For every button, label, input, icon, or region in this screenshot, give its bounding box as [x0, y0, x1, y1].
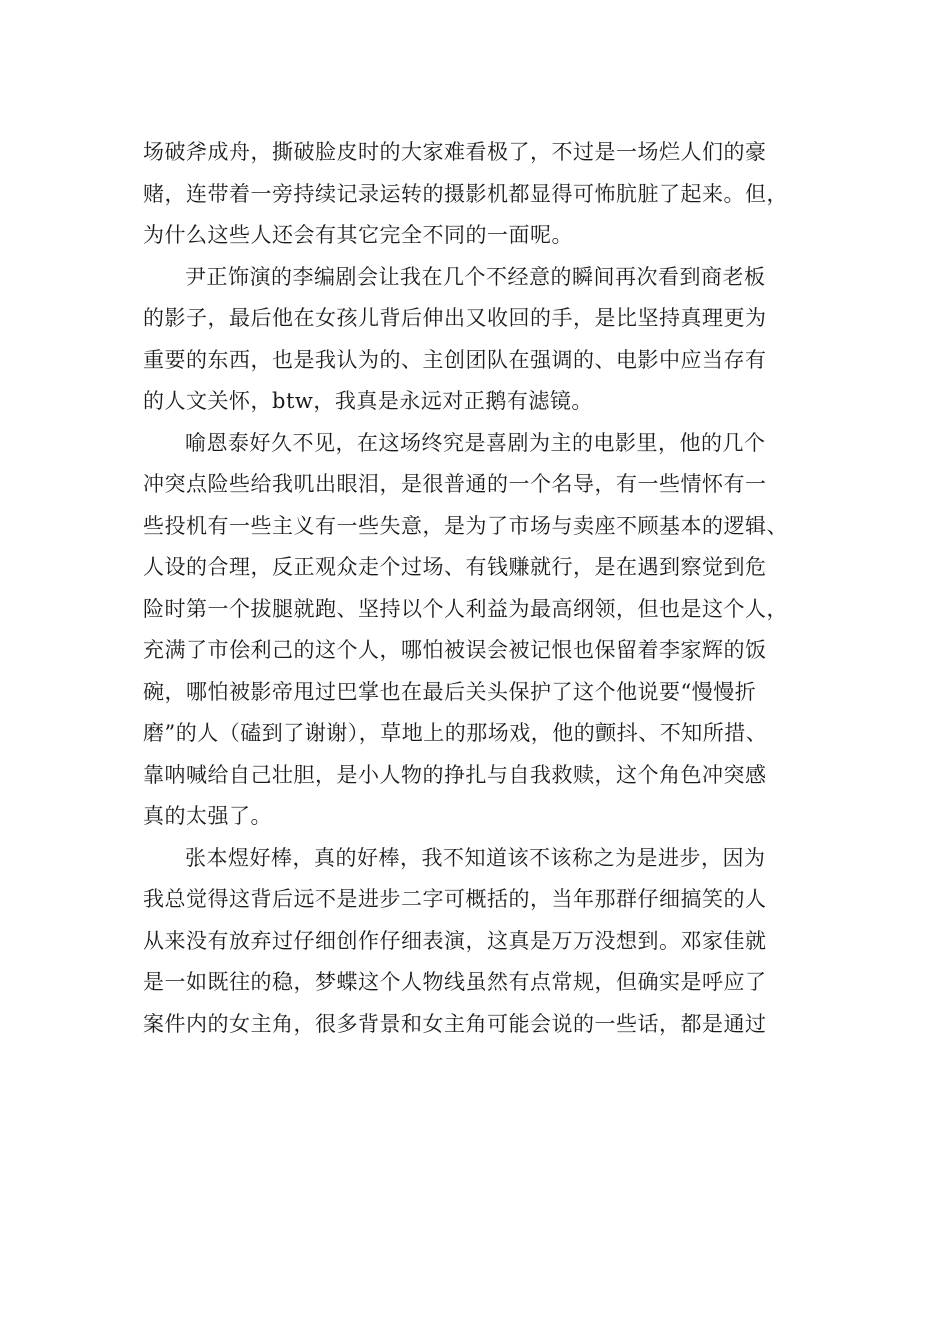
text-line: 喻恩泰好久不见，在这场终究是喜剧为主的电影里，他的几个 [185, 430, 766, 455]
text-line: 我总觉得这背后远不是进步二字可概括的，当年那群仔细搞笑的人 [143, 887, 767, 911]
paragraph-4 [143, 838, 809, 1046]
text-line: 重要的东西，也是我认为的、主创团队在强调的、电影中应当存有 [143, 347, 767, 372]
text-line: 磨”的人（磕到了谢谢），草地上的那场戏，他的颤抖、不知所措、 [143, 721, 768, 745]
document-body [143, 132, 809, 1045]
text-line: 从来没有放弃过仔细创作仔细表演，这真是万万没想到。邓家佳就 [143, 928, 767, 953]
text-line: 案件内的女主角，很多背景和女主角可能会说的一些话，都是通过 [143, 1011, 767, 1036]
text-line: 靠呐喊给自己壮胆，是小人物的挣扎与自我救赎，这个角色冲突感 [143, 762, 767, 787]
text-line: 真的太强了。 [143, 804, 272, 828]
text-line: 赌，连带着一旁持续记录运转的摄影机都显得可怖肮脏了起来。但， [143, 181, 788, 206]
text-line: 为什么这些人还会有其它完全不同的一面呢。 [143, 223, 573, 247]
paragraph-2 [143, 257, 809, 423]
text-line: 张本煜好棒，真的好棒，我不知道该不该称之为是进步，因为 [185, 845, 766, 870]
text-line: 些投机有一些主义有一些失意，是为了市场与卖座不顾基本的逻辑、 [143, 513, 788, 538]
text-line: 险时第一个拔腿就跑、坚持以个人利益为最高纲领，但也是这个人， [143, 596, 788, 621]
text-line: 的人文关怀，btw，我真是永远对正鹅有滤镜。 [143, 389, 593, 413]
text-line: 冲突点险些给我叽出眼泪，是很普通的一个名导，有一些情怀有一 [143, 472, 767, 496]
text-line: 充满了市侩利己的这个人，哪怕被误会被记恨也保留着李家辉的饭 [143, 638, 767, 662]
paragraph-1 [143, 132, 809, 257]
text-line: 人设的合理，反正观众走个过场、有钱赚就行，是在遇到察觉到危 [143, 555, 767, 579]
text-line: 尹正饰演的李编剧会让我在几个不经意的瞬间再次看到商老板 [185, 264, 766, 289]
paragraph-3 [143, 423, 809, 838]
text-line: 的影子，最后他在女孩儿背后伸出又收回的手，是比坚持真理更为 [143, 306, 767, 330]
text-line: 是一如既往的稳，梦蝶这个人物线虽然有点常规，但确实是呼应了 [143, 970, 767, 994]
text-line: 场破斧成舟，撕破脸皮时的大家难看极了，不过是一场烂人们的豪 [143, 140, 767, 164]
text-line: 碗，哪怕被影帝甩过巴掌也在最后关头保护了这个他说要“慢慢折 [143, 679, 757, 704]
